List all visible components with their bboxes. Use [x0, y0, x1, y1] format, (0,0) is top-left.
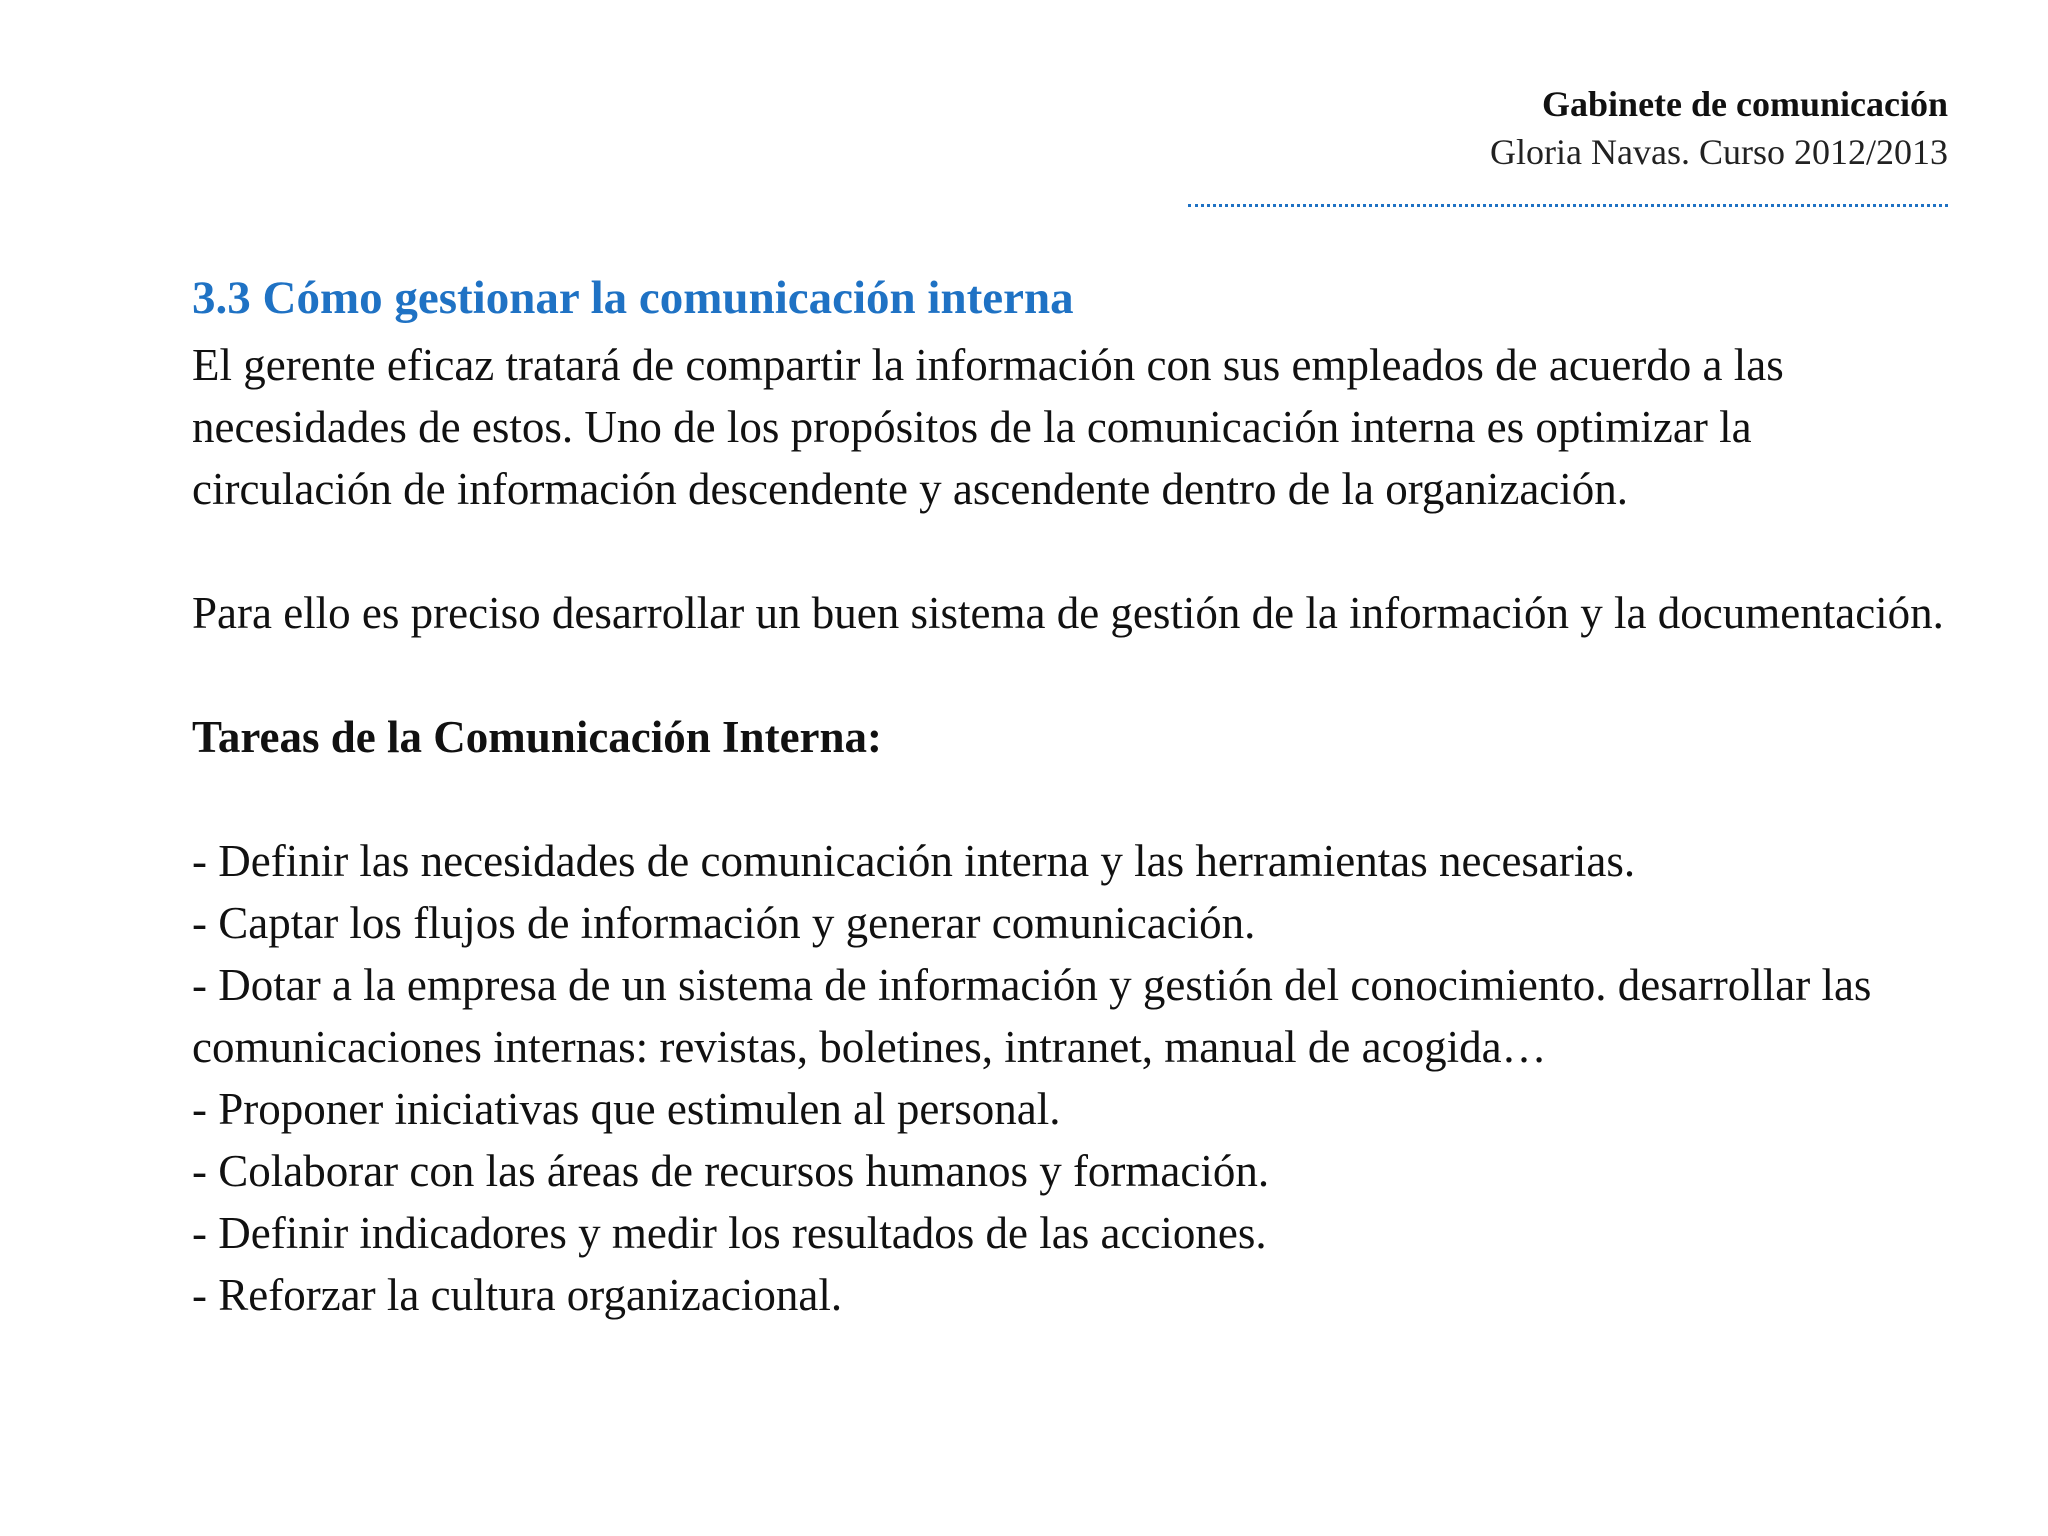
task-item: - Definir indicadores y medir los resultados de las acciones. [192, 1208, 1267, 1258]
tasks-heading: Tareas de la Comunicación Interna: [192, 712, 883, 762]
task-item: - Colaborar con las áreas de recursos humanos y formación. [192, 1146, 1270, 1196]
paragraph-spacer [192, 644, 1952, 706]
task-item: - Definir las necesidades de comunicación interna y las herramientas necesarias. [192, 836, 1636, 886]
second-paragraph: Para ello es preciso desarrollar un buen sistema de gestión de la información y la documentación. [192, 588, 1944, 638]
task-item: - Proponer iniciativas que estimulen al personal. [192, 1084, 1061, 1134]
header-divider [1188, 204, 1948, 207]
task-item: - Captar los flujos de información y generar comunicación. [192, 898, 1256, 948]
page-header [1048, 80, 1948, 176]
task-item: - Reforzar la cultura organizacional. [192, 1270, 843, 1320]
main-content [192, 268, 1952, 1326]
tasks-list [192, 830, 1952, 1326]
section-title: 3.3 Cómo gestionar la comunicación interna [192, 272, 1074, 324]
intro-paragraph: El gerente eficaz tratará de compartir la información con sus empleados de acuerdo a las necesidades de estos. Uno de los propósitos de la comunicación interna es optimizar la circulación de información descendente y ascendente dentro de la organización. [192, 340, 1784, 514]
header-subtitle: Gloria Navas. Curso 2012/2013 [1490, 132, 1948, 172]
task-item: - Dotar a la empresa de un sistema de información y gestión del conocimiento. desarrollar las comunicaciones internas: revistas, boletines, intranet, manual de acogida… [192, 960, 1872, 1072]
paragraph-spacer [192, 768, 1952, 830]
header-title: Gabinete de comunicación [1542, 84, 1948, 124]
paragraph-spacer [192, 520, 1952, 582]
